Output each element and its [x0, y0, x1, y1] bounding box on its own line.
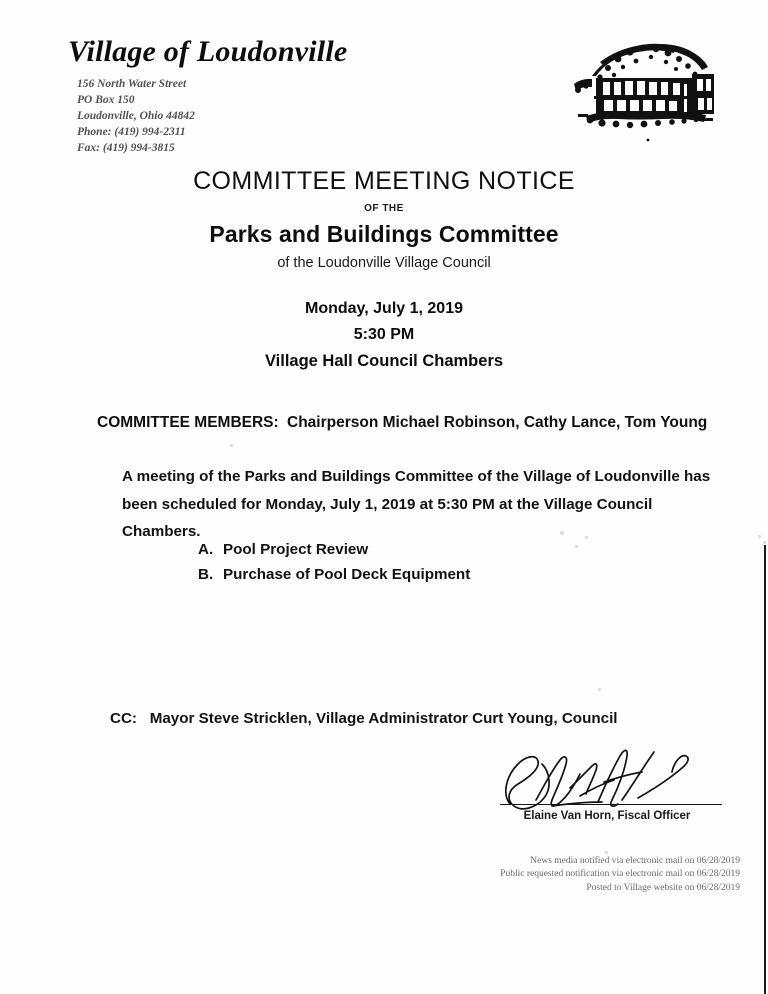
cc-line [110, 710, 730, 727]
heading-block [0, 168, 768, 271]
organization-name: Village of Loudonville [68, 35, 348, 68]
agenda-item-label: Pool Project Review [223, 541, 369, 558]
body-paragraph: A meeting of the Parks and Buildings Committee of the Village of Loudonville has been scheduled for Monday, July 1, 2019 at 5:30 PM at the Village Council Chambers. [122, 468, 711, 541]
address-po-box: PO Box 150 [77, 94, 135, 107]
committee-name: Parks and Buildings Committee [209, 220, 559, 247]
agenda-item-marker: B. [198, 565, 214, 583]
address-phone: Phone: (419) 994-2311 [77, 125, 186, 138]
scan-speck [605, 851, 608, 854]
agenda-item [198, 538, 658, 563]
letterhead [68, 36, 398, 157]
signer-name: Elaine Van Horn, Fiscal Officer [523, 810, 691, 822]
scan-edge-artifact [764, 545, 766, 994]
agenda-item-marker: A. [198, 541, 214, 558]
notification-fineprint [420, 855, 740, 895]
scan-speck [763, 541, 766, 544]
address-street: 156 North Water Street [77, 78, 187, 91]
scan-speck [758, 535, 761, 538]
meeting-date: Monday, July 1, 2019 [305, 300, 463, 317]
committee-members-names: Chairperson Michael Robinson, Cathy Lance, Tom Young [287, 414, 708, 431]
scan-speck [598, 688, 601, 691]
scan-speck [575, 545, 578, 548]
committee-members-line [97, 414, 717, 432]
scan-speck [560, 531, 564, 535]
signature-rule [500, 804, 722, 805]
meeting-location: Village Hall Council Chambers [264, 351, 504, 370]
council-subtitle: of the Loudonville Village Council [277, 254, 491, 271]
fineprint-public-request: Public requested notification via electronic mail on 06/28/2019 [500, 869, 740, 880]
agenda-item [198, 563, 658, 588]
address-block [77, 77, 398, 156]
scan-speck [585, 536, 588, 539]
fineprint-website-posting: Posted to Village website on 06/28/2019 [586, 882, 740, 893]
cc-recipients: Mayor Steve Stricklen, Village Administrator Curt Young, Council [149, 710, 618, 727]
committee-members-label: COMMITTEE MEMBERS: [97, 414, 279, 431]
signature-block [492, 742, 722, 830]
agenda-item-label: Purchase of Pool Deck Equipment [223, 565, 471, 583]
address-fax: Fax: (419) 994-3815 [77, 141, 175, 154]
of-the-label: OF THE [364, 202, 404, 214]
agenda-list [198, 538, 658, 587]
meeting-details [0, 296, 768, 375]
scan-speck [230, 444, 233, 447]
village-hall-building-sketch-icon [548, 28, 732, 150]
cc-label: CC: [110, 710, 137, 727]
fineprint-news-media: News media notified via electronic mail on 06/28/2019 [530, 856, 740, 866]
notice-title: COMMITTEE MEETING NOTICE [193, 167, 575, 195]
address-city-state-zip: Loudonville, Ohio 44842 [77, 110, 195, 123]
meeting-time: 5:30 PM [353, 325, 415, 343]
